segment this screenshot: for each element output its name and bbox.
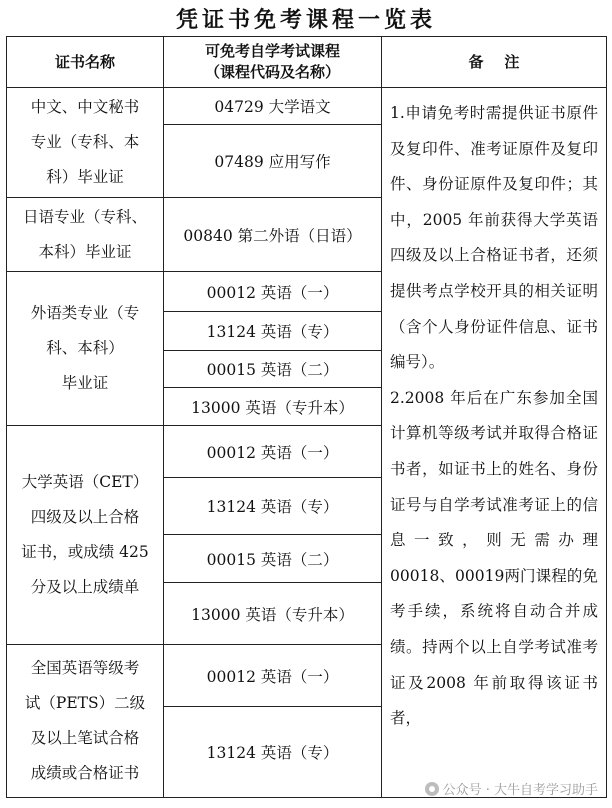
certificate-line: 全国英语等级考 (30, 659, 140, 677)
course-cell: 07489 应用写作 (164, 125, 382, 198)
course-cell: 00012 英语（一） (164, 645, 382, 707)
watermark-text: 公众号 · 大牛自考学习助手 (442, 783, 598, 798)
certificate-cell (7, 426, 164, 645)
course-cell: 13124 英语（专） (164, 478, 382, 535)
certificate-line: 试（PETS）二级 (24, 694, 146, 712)
course-cell: 00012 英语（一） (164, 426, 382, 478)
certificate-line: 毕业证 (61, 374, 109, 392)
certificate-cell (7, 272, 164, 426)
wechat-icon (425, 782, 439, 796)
certificate-line: 日语专业（专科、 (22, 207, 147, 226)
certificate-line: 中文、中文秘书 (30, 98, 140, 116)
header-row (7, 37, 607, 88)
course-cell: 13124 英语（专） (164, 312, 382, 351)
certificate-cell (7, 88, 164, 198)
certificate-line: 四级及以上合格 (30, 508, 140, 526)
certificate-cell (7, 645, 164, 798)
certificate-line: 分及以上成绩单 (30, 578, 140, 596)
certificate-line: 及以上笔试合格 (30, 729, 140, 747)
certificate-cell (7, 198, 164, 272)
certificate-line: 本科）毕业证 (38, 242, 132, 261)
notes-cell (382, 88, 607, 798)
course-cell: 00840 第二外语（日语） (164, 198, 382, 272)
certificate-line: 大学英语（CET） (21, 473, 149, 491)
table-row (7, 88, 607, 125)
header-courses (164, 37, 382, 88)
header-certificate: 证书名称 (7, 37, 164, 88)
course-cell: 00015 英语（二） (164, 351, 382, 388)
exemption-table (6, 36, 607, 798)
watermark (425, 779, 598, 798)
course-cell: 13124 英语（专） (164, 707, 382, 798)
certificate-line: 科、本科） (46, 339, 124, 357)
certificate-line: 科）毕业证 (46, 168, 124, 186)
header-courses-line2: （课程代码及名称） (204, 63, 340, 81)
certificate-line: 证书，或成绩 425 (21, 543, 149, 561)
course-cell: 04729 大学语文 (164, 88, 382, 125)
note-1: 1.申请免考时需提供证书原件及复印件、准考证原件及复印件、身份证原件及复印件；其中，2005 年前获得大学英语四级及以上合格证书者，还须提供考点学校开具的相关证明（含个人身份证件信息、证书编号）。 (390, 104, 598, 372)
page-title: 凭证书免考课程一览表 (175, 7, 436, 33)
header-courses-line1: 可免考自学考试课程 (204, 42, 340, 60)
certificate-line: 成绩或合格证书 (30, 764, 140, 782)
course-cell: 13000 英语（专升本） (164, 583, 382, 645)
header-notes: 备 注 (382, 37, 607, 88)
certificate-line: 外语类专业（专 (30, 304, 140, 322)
course-cell: 13000 英语（专升本） (164, 388, 382, 426)
course-cell: 00012 英语（一） (164, 272, 382, 312)
course-cell: 00015 英语（二） (164, 535, 382, 583)
note-2: 2.2008 年后在广东参加全国计算机等级考试并取得合格证书者，如证书上的姓名、身份证号与自学考试准考证上的信息一致，则无需办理 00018、00019两门课程的免考手续，系统将自动合并成绩。持两个以上自学考试准考证及2008 年前取得该证书者， (390, 388, 598, 728)
certificate-line: 专业（专科、本 (30, 133, 140, 151)
